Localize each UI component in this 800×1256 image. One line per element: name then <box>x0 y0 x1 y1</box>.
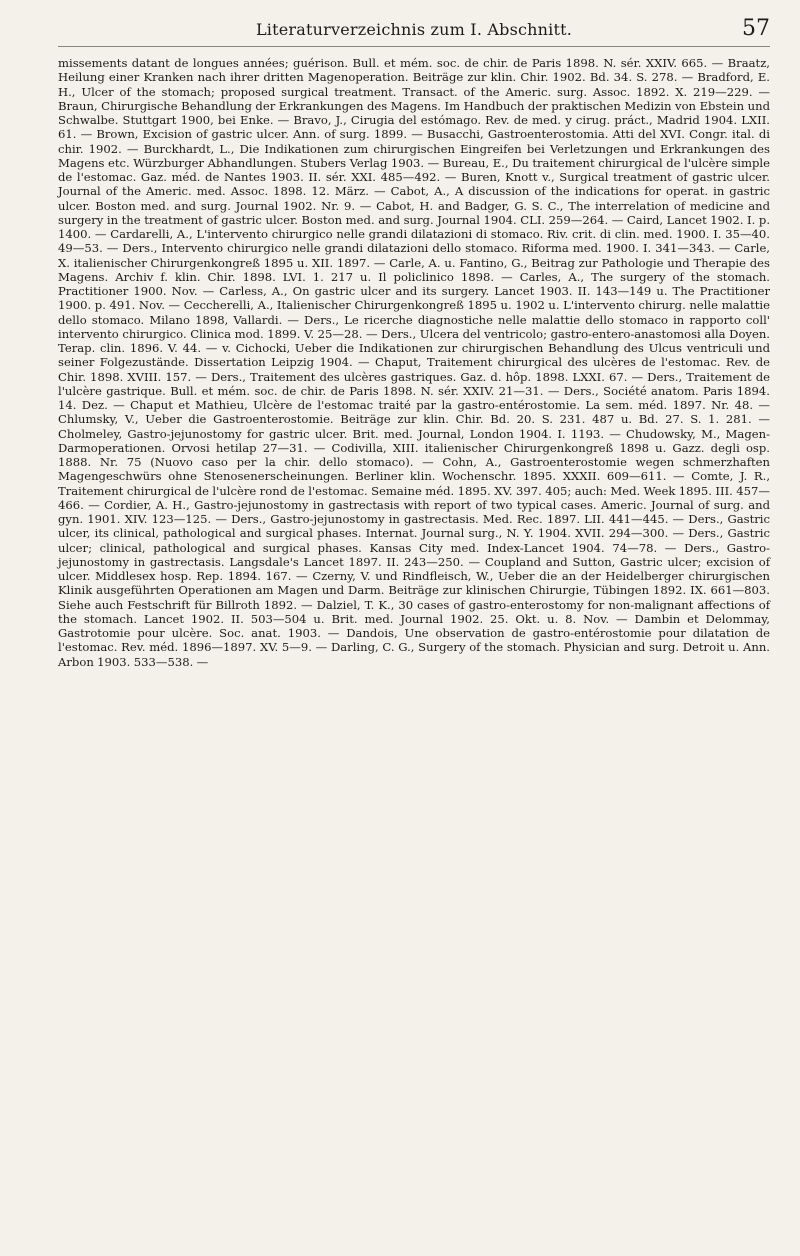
bibliography-text: missements datant de longues années; guérison. Bull. et mém. soc. de chir. de Paris 1898. N. sér. XXIV. 665. — Braatz, Heilung einer Kranken nach ihrer dritten Magenoperation. Beiträge zur klin. Chir. 1902. Bd. 34. S. 278. — Bradford, E. H., Ulcer of the stomach; proposed surgical treatment. Transact. of the Americ. surg. Assoc. 1892. X. 219—229. — Braun, Chirurgische Behandlung der Erkrankungen des Magens. Im Handbuch der praktischen Medizin von Ebstein und Schwalbe. Stuttgart 1900, bei Enke. — Bravo, J., Cirugia del estómago. Rev. de med. y cirug. práct., Madrid 1904. LXII. 61. — Brown, Excision of gastric ulcer. Ann. of surg. 1899. — Busacchi, Gastroenterostomia. Atti del XVI. Congr. ital. di chir. 1902. — Burckhardt, L., Die Indikationen zum chirurgischen Eingreifen bei Verletzungen und Erkrankungen des Magens etc. Würzburger Abhandlungen. Stubers Verlag 1903. — Bureau, E., Du traitement chirurgical de l'ulcère simple de l'estomac. Gaz. méd. de Nantes 1903. II. sér. XXI. 485—492. — Buren, Knott v., Surgical treatment of gastric ulcer. Journal of the Americ. med. Assoc. 1898. 12. März. — Cabot, A., A discussion of the indications for operat. in gastric ulcer. Boston med. and surg. Journal 1902. Nr. 9. — Cabot, H. and Badger, G. S. C., The interrelation of medicine and surgery in the treatment of gastric ulcer. Boston med. and surg. Journal 1904. CLI. 259—264. — Caird, Lancet 1902. I. p. 1400. — Cardarelli, A., L'intervento chirurgico nelle grandi dilatazioni di stomaco. Riv. crit. di clin. med. 1900. I. 35—40. 49—53. — Ders., Intervento chirurgico nelle grandi dilatazioni dello stomaco. Riforma med. 1900. I. 341—343. — Carle, X. italienischer Chirurgenkongreß 1895 u. XII. 1897. — Carle, A. u. Fantino, G., Beitrag zur Pathologie und Therapie des Magens. Archiv f. klin. Chir. 1898. LVI. 1. 217 u. Il policlinico 1898. — Carles, A., The surgery of the stomach. Practitioner 1900. Nov. — Carless, A., On gastric ulcer and its surgery. Lancet 1903. II. 143—149 u. The Practitioner 1900. p. 491. Nov. — Ceccherelli, A., Italienischer Chirurgenkongreß 1895 u. 1902 u. L'intervento chirurg. nelle malattie dello stomaco. Milano 1898, Vallardi. — Ders., Le ricerche diagnostiche nelle malattie dello stomaco in rapporto coll' intervento chirurgico. Clinica mod. 1899. V. 25—28. — Ders., Ulcera del ventricolo; gastro-entero-anastomosi alla Doyen. Terap. clin. 1896. V. 44. — v. Cichocki, Ueber die Indikationen zur chirurgischen Behandlung des Ulcus ventriculi und seiner Folgezustände. Dissertation Leipzig 1904. — Chaput, Traitement chirurgical des ulcères de l'estomac. Rev. de Chir. 1898. XVIII. 157. — Ders., Traitement des ulcères gastriques. Gaz. d. hôp. 1898. LXXI. 67. — Ders., Traitement de l'ulcère gastrique. Bull. et mém. soc. de chir. de Paris 1898. N. sér. XXIV. 21—31. — Ders., Société anatom. Paris 1894. 14. Dez. — Chaput et Mathieu, Ulcère de l'estomac traité par la gastro-entérostomie. La sem. méd. 1897. Nr. 48. — Chlumsky, V., Ueber die Gastroenterostomie. Beiträge zur klin. Chir. Bd. 20. S. 231. 487 u. Bd. 27. S. 1. 281. — Cholmeley, Gastro-jejunostomy for gastric ulcer. Brit. med. Journal, London 1904. I. 1193. — Chudowsky, M., Magen-Darmoperationen. Orvosi hetilap 27—31. — Codivilla, XIII. italienischer Chirurgenkongreß 1898 u. Gazz. degli osp. 1888. Nr. 75 (Nuovo caso per la chir. dello stomaco). — Cohn, A., Gastroenterostomie wegen schmerzhaften Magengeschwürs ohne Stenosenerscheinungen. Berliner klin. Wochenschr. 1895. XXXII. 609—611. — Comte, J. R., Traitement chirurgical de l'ulcère rond de l'estomac. Semaine méd. 1895. XV. 397. 405; auch: Med. Week 1895. III. 457—466. — Cordier, A. H., Gastro-jejunostomy in gastrectasis with report of two typical cases. Americ. Journal of surg. and gyn. 1901. XIV. 123—125. — Ders., Gastro-jejunostomy in gastrectasis. Med. Rec. 1897. LII. 441—445. — Ders., Gastric ulcer, its clinical, pathological and surgical phases. Internat. Journal surg., N. Y. 1904. XVII. 294—300. — Ders., Gastric ulcer; clinical, pathological and surgical phases. Kansas City med. Index-Lancet 1904. 74—78. — Ders., Gastro-jejunostomy in gastrectasis. Langsdale's Lancet 1897. II. 243—250. — Coupland and Sutton, Gastric ulcer; excision of ulcer. Middlesex hosp. Rep. 1894. 167. — Czerny, V. und Rindfleisch, W., Ueber die an der Heidelberger chirurgischen Klinik ausgeführten Operationen am Magen und Darm. Beiträge zur klinischen Chirurgie, Tübingen 1892. IX. 661—803. Siehe auch Festschrift für Billroth 1892. — Dalziel, T. K., 30 cases of gastro-enterostomy for non-malignant affections of the stomach. Lancet 1902. II. 503—504 u. Brit. med. Journal 1902. 25. Okt. u. 8. Nov. — Dambin et Delommay, Gastrotomie pour ulcère. Soc. anat. 1903. — Dandois, Une observation de gastro-entérostomie pour dilatation de l'estomac. Rev. méd. 1896—1897. XV. 5—9. — Darling, C. G., Surgery of the stomach. Physician and surg. Detroit u. Ann. Arbon 1903. 533—538. — <box>58 56 770 669</box>
running-title: Literaturverzeichnis zum I. Abschnitt. <box>255 20 573 39</box>
page-header <box>58 18 770 47</box>
page-number: 57 <box>742 16 770 41</box>
